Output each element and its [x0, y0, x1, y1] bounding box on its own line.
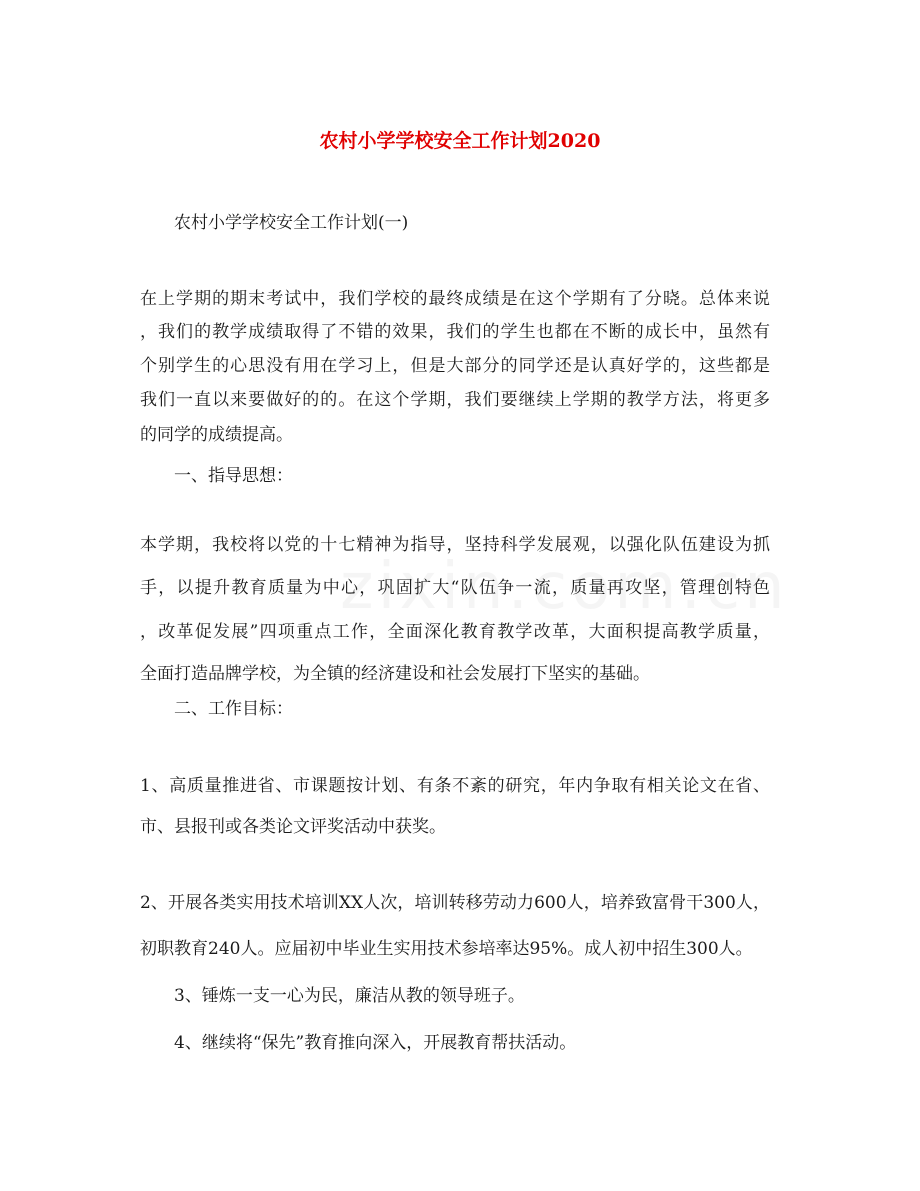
paragraph-line: 手，以提升教育质量为中心，巩固扩大“队伍争一流，质量再攻坚，管理创特色 [140, 578, 770, 598]
paragraph-line: 初职教育240人。应届初中毕业生实用技术参培率达95%。成人初中招生300人。 [140, 939, 753, 959]
paragraph-line: 在上学期的期末考试中，我们学校的最终成绩是在这个学期有了分晓。总体来说 [140, 289, 770, 309]
paragraph-line: 1、高质量推进省、市课题按计划、有条不紊的研究，年内争取有相关论文在省、 [140, 776, 770, 796]
section-heading-work-goals: 二、工作目标： [174, 699, 293, 719]
paragraph-line: 个别学生的心思没有用在学习上，但是大部分的同学还是认真好学的，这些都是 [140, 356, 770, 376]
document-title: 农村小学学校安全工作计划2020 [319, 130, 601, 152]
paragraph-line: ，我们的教学成绩取得了不错的效果，我们的学生也都在不断的成长中，虽然有 [140, 322, 770, 342]
paragraph-line: 本学期，我校将以党的十七精神为指导，坚持科学发展观，以强化队伍建设为抓 [140, 535, 770, 555]
section-heading-guiding-thought: 一、指导思想： [174, 466, 293, 486]
paragraph-line: 的同学的成绩提高。 [140, 425, 293, 445]
goal-item-4: 4、继续将“保先”教育推向深入，开展教育帮扶活动。 [174, 1033, 577, 1053]
paragraph-line: 2、开展各类实用技术培训XX人次，培训转移劳动力600人，培养致富骨干300人， [140, 893, 770, 913]
paragraph-line: 市、县报刊或各类论文评奖活动中获奖。 [140, 817, 446, 837]
goal-item-3: 3、锤炼一支一心为民，廉洁从教的领导班子。 [174, 986, 525, 1006]
paragraph-line: 我们一直以来要做好的的。在这个学期，我们要继续上学期的教学方法，将更多 [140, 390, 770, 410]
paragraph-line: ，改革促发展”四项重点工作，全面深化教育教学改革，大面积提高教学质量， [140, 622, 770, 642]
document-subtitle: 农村小学学校安全工作计划(一) [174, 213, 409, 233]
paragraph-line: 全面打造品牌学校，为全镇的经济建设和社会发展打下坚实的基础。 [140, 664, 650, 684]
